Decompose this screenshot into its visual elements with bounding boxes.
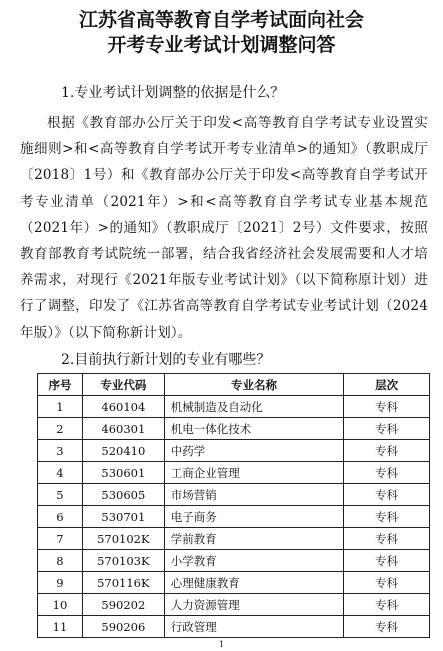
cell-level: 专科 <box>344 462 430 484</box>
cell-index: 5 <box>38 484 83 506</box>
cell-level: 专科 <box>344 484 430 506</box>
cell-major-name: 市场营销 <box>164 484 344 506</box>
cell-index: 4 <box>38 462 83 484</box>
cell-index: 2 <box>38 418 83 440</box>
cell-major-code: 590206 <box>82 616 164 638</box>
cell-major-name: 中药学 <box>164 440 344 462</box>
table-header-row <box>38 374 430 396</box>
table-row <box>38 572 430 594</box>
table-row <box>38 528 430 550</box>
cell-major-code: 520410 <box>82 440 164 462</box>
question-1-answer: 根据《教育部办公厅关于印发<高等教育自学考试专业设置实施细则>和<高等教育自学考试开考专业清单>的通知》（教职成厅〔2018〕1号）和《教育部办公厅关于印发<高等教育自学考试开考专业清单（2021年）>和<高等教育自学考试专业基本规范（2021年）>的通知》（教职成厅〔2021〕2号）文件要求，按照教育部教育考试院统一部署，结合我省经济社会发展需要和人才培养需求，对现行《2021年版专业考试计划》（以下简称原计划）进行了调整，印发了《江苏省高等教育自学考试专业考试计划（2024年版）》（以下简称新计划）。 <box>20 115 428 341</box>
page-number: 1 <box>218 640 225 649</box>
cell-level: 专科 <box>344 550 430 572</box>
table-row <box>38 440 430 462</box>
cell-index: 3 <box>38 440 83 462</box>
cell-index: 6 <box>38 506 83 528</box>
cell-major-code: 530701 <box>82 506 164 528</box>
cell-major-name: 人力资源管理 <box>164 594 344 616</box>
title-line-2: 开考专业考试计划调整问答 <box>107 34 336 56</box>
question-1-heading: 1.专业考试计划调整的依据是什么？ <box>61 85 285 101</box>
cell-major-name: 机电一体化技术 <box>164 418 344 440</box>
cell-major-name: 工商企业管理 <box>164 462 344 484</box>
cell-index: 1 <box>38 396 83 418</box>
cell-major-code: 460301 <box>82 418 164 440</box>
cell-major-code: 530605 <box>82 484 164 506</box>
title-line-1: 江苏省高等教育自学考试面向社会 <box>78 9 364 31</box>
header-major-code: 专业代码 <box>82 374 164 396</box>
cell-level: 专科 <box>344 594 430 616</box>
cell-major-code: 570116K <box>82 572 164 594</box>
table-row <box>38 616 430 638</box>
cell-level: 专科 <box>344 440 430 462</box>
cell-level: 专科 <box>344 418 430 440</box>
cell-level: 专科 <box>344 396 430 418</box>
cell-level: 专科 <box>344 506 430 528</box>
cell-level: 专科 <box>344 616 430 638</box>
table-row <box>38 418 430 440</box>
header-major-name: 专业名称 <box>164 374 344 396</box>
cell-major-name: 心理健康教育 <box>164 572 344 594</box>
cell-major-name: 小学教育 <box>164 550 344 572</box>
header-level: 层次 <box>344 374 430 396</box>
cell-index: 11 <box>38 616 83 638</box>
cell-major-code: 460104 <box>82 396 164 418</box>
cell-level: 专科 <box>344 572 430 594</box>
table-row <box>38 396 430 418</box>
table-body <box>38 396 430 638</box>
cell-major-code: 530601 <box>82 462 164 484</box>
cell-index: 7 <box>38 528 83 550</box>
cell-major-code: 570102K <box>82 528 164 550</box>
cell-index: 9 <box>38 572 83 594</box>
cell-index: 8 <box>38 550 83 572</box>
header-index: 序号 <box>38 374 83 396</box>
major-plan-table <box>37 373 430 638</box>
cell-index: 10 <box>38 594 83 616</box>
cell-level: 专科 <box>344 528 430 550</box>
cell-major-name: 学前教育 <box>164 528 344 550</box>
cell-major-name: 机械制造及自动化 <box>164 396 344 418</box>
question-2-heading: 2.目前执行新计划的专业有哪些？ <box>61 352 271 368</box>
document-title <box>0 8 443 58</box>
table-row <box>38 462 430 484</box>
table-row <box>38 484 430 506</box>
table-row <box>38 594 430 616</box>
cell-major-name: 电子商务 <box>164 506 344 528</box>
table-row <box>38 506 430 528</box>
table-row <box>38 550 430 572</box>
cell-major-code: 590202 <box>82 594 164 616</box>
cell-major-name: 行政管理 <box>164 616 344 638</box>
cell-major-code: 570103K <box>82 550 164 572</box>
